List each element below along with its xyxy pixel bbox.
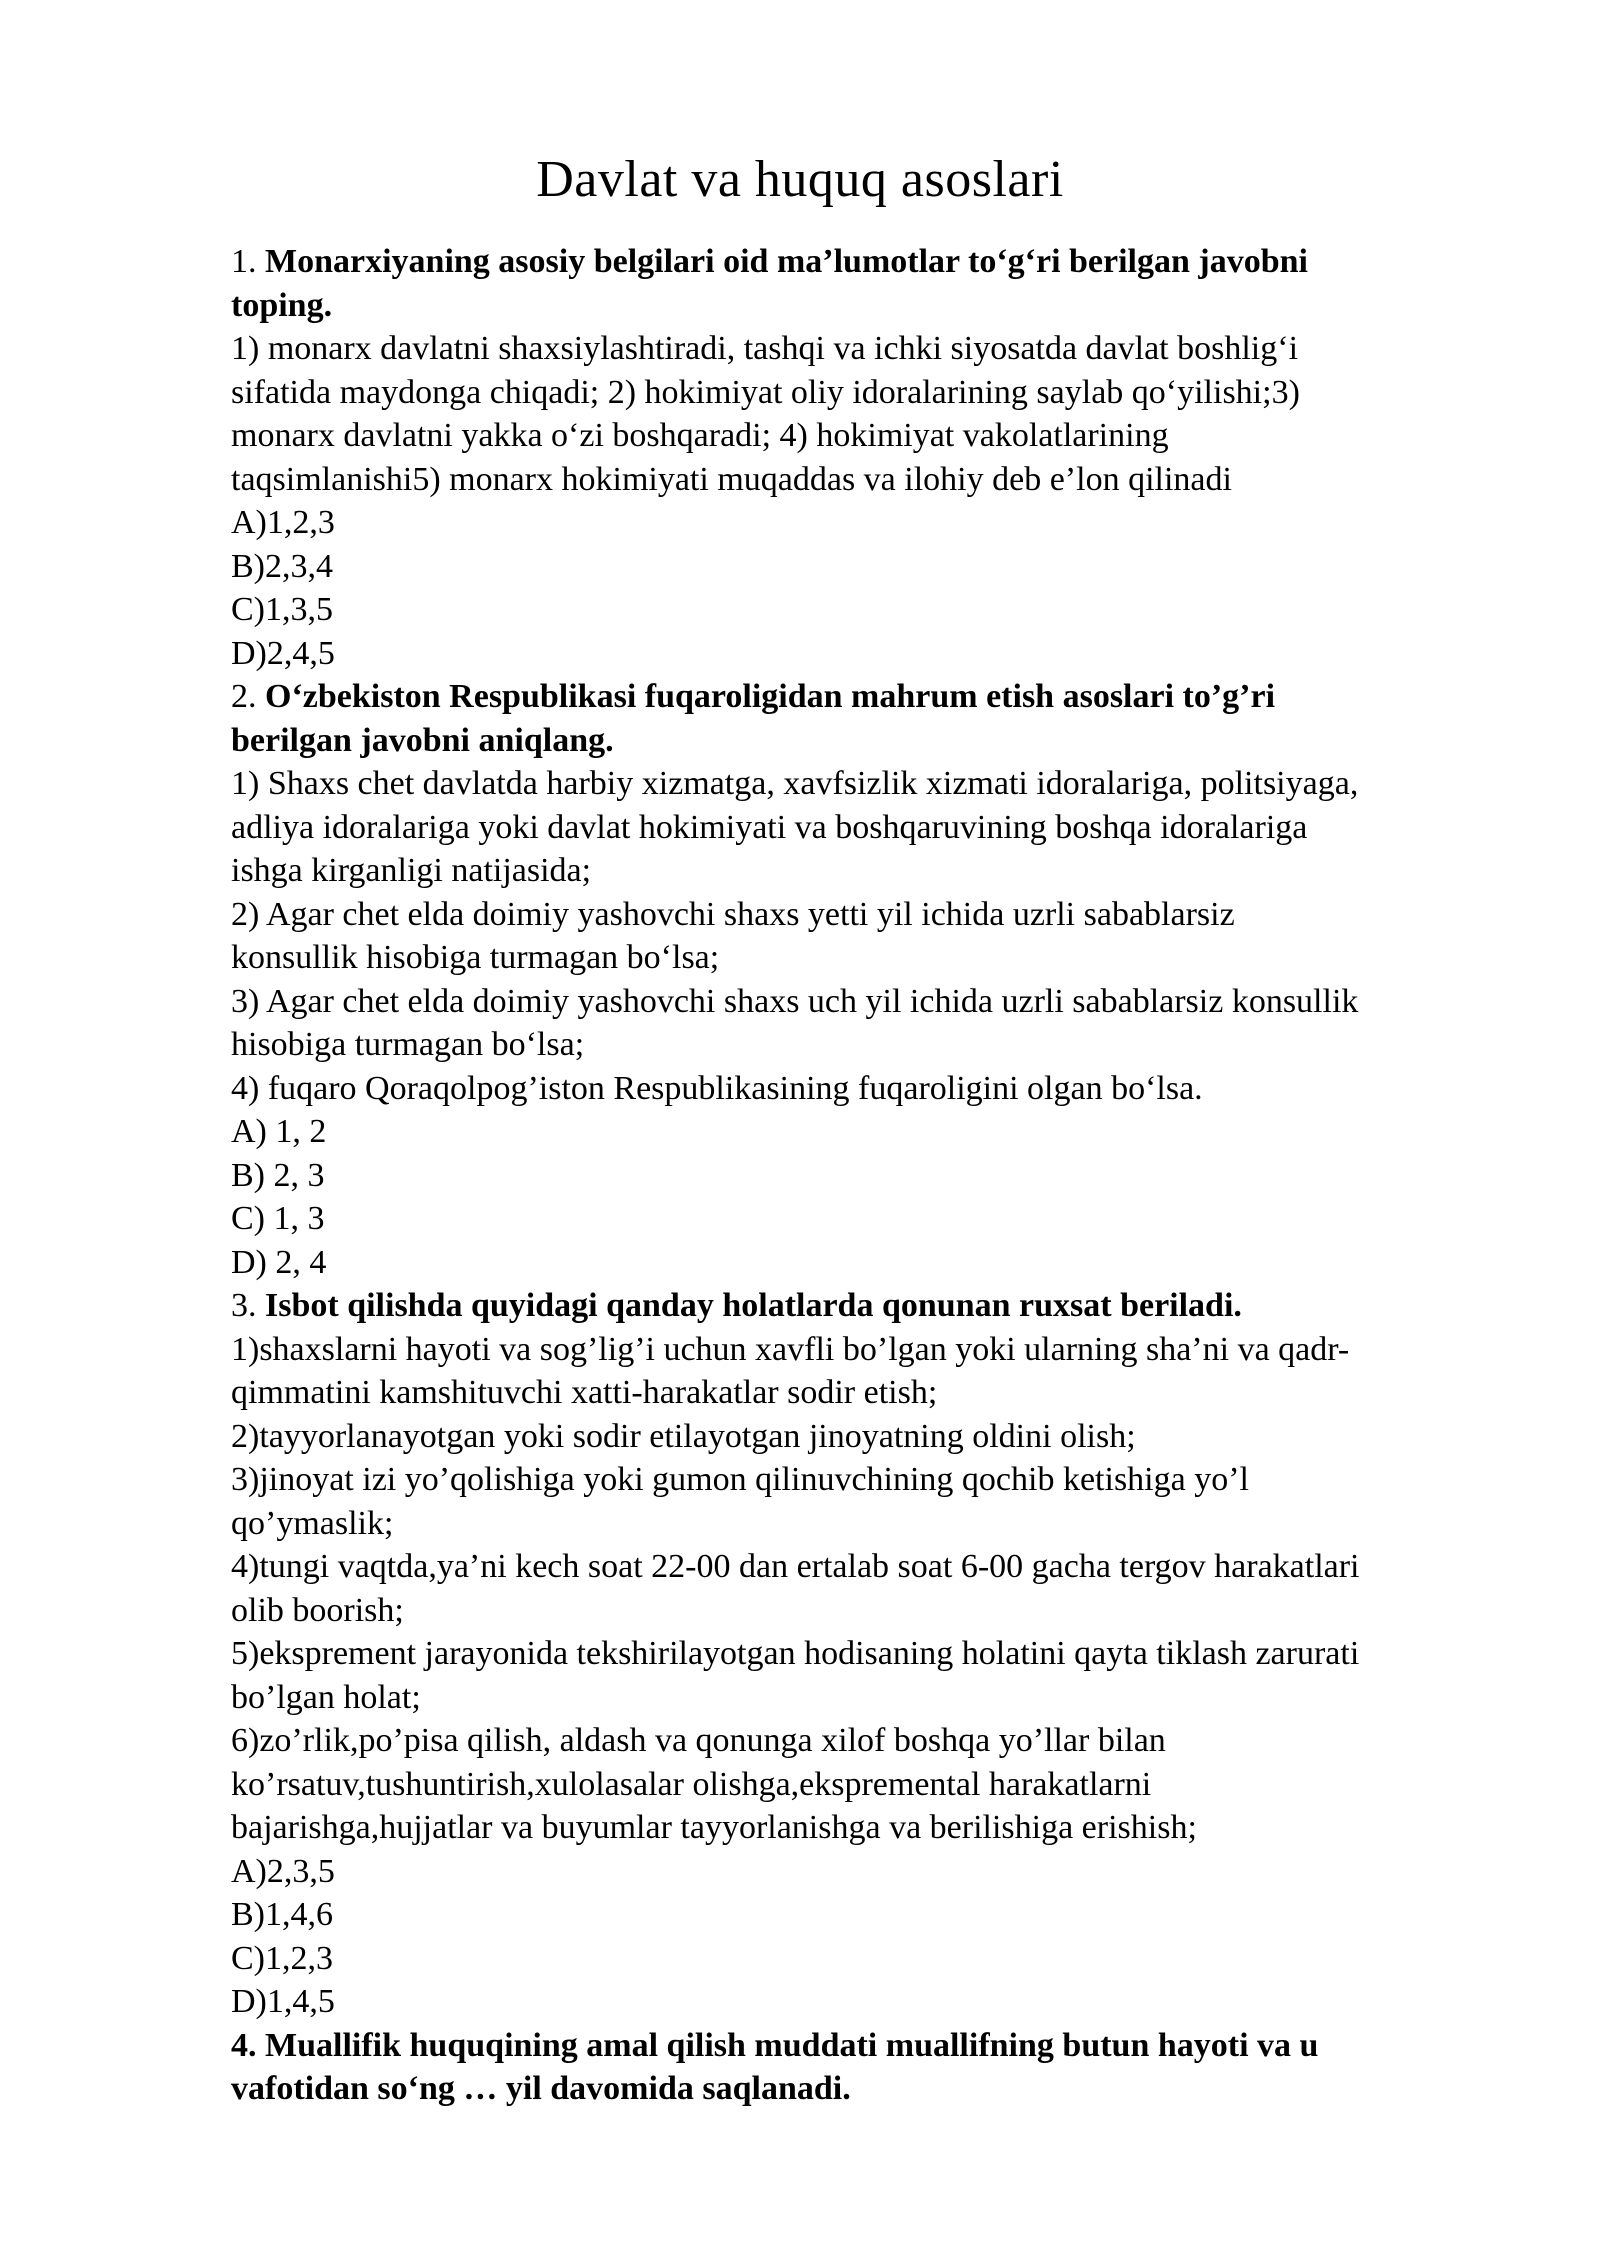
question-1-number: 1. bbox=[231, 243, 257, 280]
question-4-number: 4. bbox=[231, 2026, 257, 2064]
question-1-heading-line-1 bbox=[231, 240, 1531, 284]
question-1-text-line-1: Monarxiyaning asosiy belgilari oid ma’lumotlar to‘g‘ri berilgan javobni bbox=[265, 243, 1308, 280]
question-3-statement-line: 6)zo’rlik,po’pisa qilish, aldash va qonunga xilof boshqa yo’llar bilan bbox=[231, 1722, 1166, 1759]
question-3-statement-line: qimmatini kamshituvchi xatti-harakatlar sodir etish; bbox=[231, 1374, 938, 1411]
question-1-statement-line: sifatida maydonga chiqadi; 2) hokimiyat oliy idoralarining saylab qo‘yilishi;3) bbox=[231, 373, 1300, 411]
question-3 bbox=[231, 1284, 1531, 2024]
question-1-option-c: C)1,3,5 bbox=[231, 591, 333, 628]
question-2-option-b: B) 2, 3 bbox=[231, 1156, 325, 1194]
question-3-statement-line: qo’ymaslik; bbox=[231, 1504, 394, 1542]
question-3-text-line-1: Isbot qilishda quyidagi qanday holatlarda qonunan ruxsat beriladi. bbox=[265, 1287, 1242, 1324]
question-3-statement-line: 3)jinoyat izi yo’qolishiga yoki gumon qilinuvchining qochib ketishiga yo’l bbox=[231, 1461, 1249, 1498]
question-3-statement-line: 5)ekspremеnt jarayonida tekshirilayotgan hodisaning holatini qayta tiklash zarurati bbox=[231, 1635, 1360, 1672]
document-body bbox=[231, 240, 1531, 2111]
document-title: Davlat va huquq asoslari bbox=[536, 151, 1064, 208]
question-3-statement-line: 4)tungi vaqtda,ya’ni kech soat 22-00 dan ertalab soat 6-00 gacha tergov harakatlari bbox=[231, 1548, 1360, 1585]
question-4-text-line-2: vafotidan so‘ng … yil davomida saqlanadi. bbox=[231, 2070, 851, 2107]
question-2-statement-line: 4) fuqaro Qoraqolpog’iston Respublikasining fuqaroligini olgan bo‘lsa. bbox=[231, 1069, 1203, 1107]
question-3-option-a: A)2,3,5 bbox=[231, 1852, 335, 1890]
question-3-number: 3. bbox=[231, 1287, 257, 1324]
question-3-statement-line: olib boorish; bbox=[231, 1591, 404, 1629]
question-2 bbox=[231, 675, 1531, 1284]
question-4-heading-line-1 bbox=[231, 2024, 1531, 2068]
question-3-statement-line: 2)tayyorlanayotgan yoki sodir etilayotgan jinoyatning oldini olish; bbox=[231, 1417, 1136, 1455]
question-2-text-line-1: O‘zbekiston Respublikasi fuqaroligidan mahrum etish asoslari to’g’ri bbox=[265, 678, 1276, 715]
question-1-option-d: D)2,4,5 bbox=[231, 634, 335, 672]
question-2-heading-line-1 bbox=[231, 675, 1531, 719]
question-2-statement-line: 2) Agar chet elda doimiy yashovchi shaxs yetti yil ichida uzrli sabablarsiz bbox=[231, 895, 1235, 933]
question-2-statement-line: 3) Agar chet elda doimiy yashovchi shaxs uch yil ichida uzrli sabablarsiz konsullik bbox=[231, 982, 1359, 1020]
question-2-statement-line: adliya idoralariga yoki davlat hokimiyati va boshqaruvining boshqa idoralariga bbox=[231, 808, 1308, 846]
question-4-text-line-1: Muallifik huquqining amal qilish muddati muallifning butun hayoti va u bbox=[265, 2026, 1319, 2064]
question-1-statement-line: taqsimlanishi5) monarx hokimiyati muqaddas va ilohiy deb e’lon qilinadi bbox=[231, 460, 1232, 498]
question-1 bbox=[231, 240, 1531, 675]
question-1-statement-line: monarx davlatni yakka o‘zi boshqaradi; 4) hokimiyat vakolatlarining bbox=[231, 417, 1169, 454]
question-2-statement-line: konsullik hisobiga turmagan bo‘lsa; bbox=[231, 939, 720, 976]
question-2-statement-line: hisobiga turmagan bo‘lsa; bbox=[231, 1026, 585, 1063]
question-2-number: 2. bbox=[231, 678, 257, 715]
question-1-statement-line: 1) monarx davlatni shaxsiylashtiradi, tashqi va ichki siyosatda davlat boshlig‘i bbox=[231, 330, 1299, 367]
question-3-statement-line: bajarishga,hujjatlar va buyumlar tayyorlanishga va berilishiga erishish; bbox=[231, 1809, 1197, 1846]
question-1-text-line-2: toping. bbox=[231, 286, 333, 324]
question-1-option-a: A)1,2,3 bbox=[231, 504, 335, 541]
question-4 bbox=[231, 2024, 1531, 2111]
question-3-heading-line-1 bbox=[231, 1284, 1531, 1328]
question-2-option-d: D) 2, 4 bbox=[231, 1243, 327, 1281]
question-3-statement-line: bo’lgan holat; bbox=[231, 1678, 421, 1716]
question-3-statement-line: 1)shaxslarni hayoti va sog’lig’i uchun xavfli bo’lgan yoki ularning sha’ni va qadr- bbox=[231, 1330, 1350, 1368]
question-3-option-c: C)1,2,3 bbox=[231, 1939, 333, 1977]
question-2-text-line-2: berilgan javobni aniqlang. bbox=[231, 721, 614, 759]
question-3-option-b: B)1,4,6 bbox=[231, 1896, 333, 1933]
question-2-option-a: A) 1, 2 bbox=[231, 1113, 327, 1150]
question-2-statement-line: 1) Shaxs chet davlatda harbiy xizmatga, xavfsizlik xizmati idoralariga, politsiyaga, bbox=[231, 765, 1359, 802]
question-3-statement-line: ko’rsatuv,tushuntirish,xulolasalar olishga,ekspremental harakatlarni bbox=[231, 1765, 1152, 1803]
question-2-option-c: C) 1, 3 bbox=[231, 1200, 325, 1237]
question-3-option-d: D)1,4,5 bbox=[231, 1983, 335, 2020]
question-1-option-b: B)2,3,4 bbox=[231, 547, 333, 585]
question-2-statement-line: ishga kirganligi natijasida; bbox=[231, 852, 592, 889]
